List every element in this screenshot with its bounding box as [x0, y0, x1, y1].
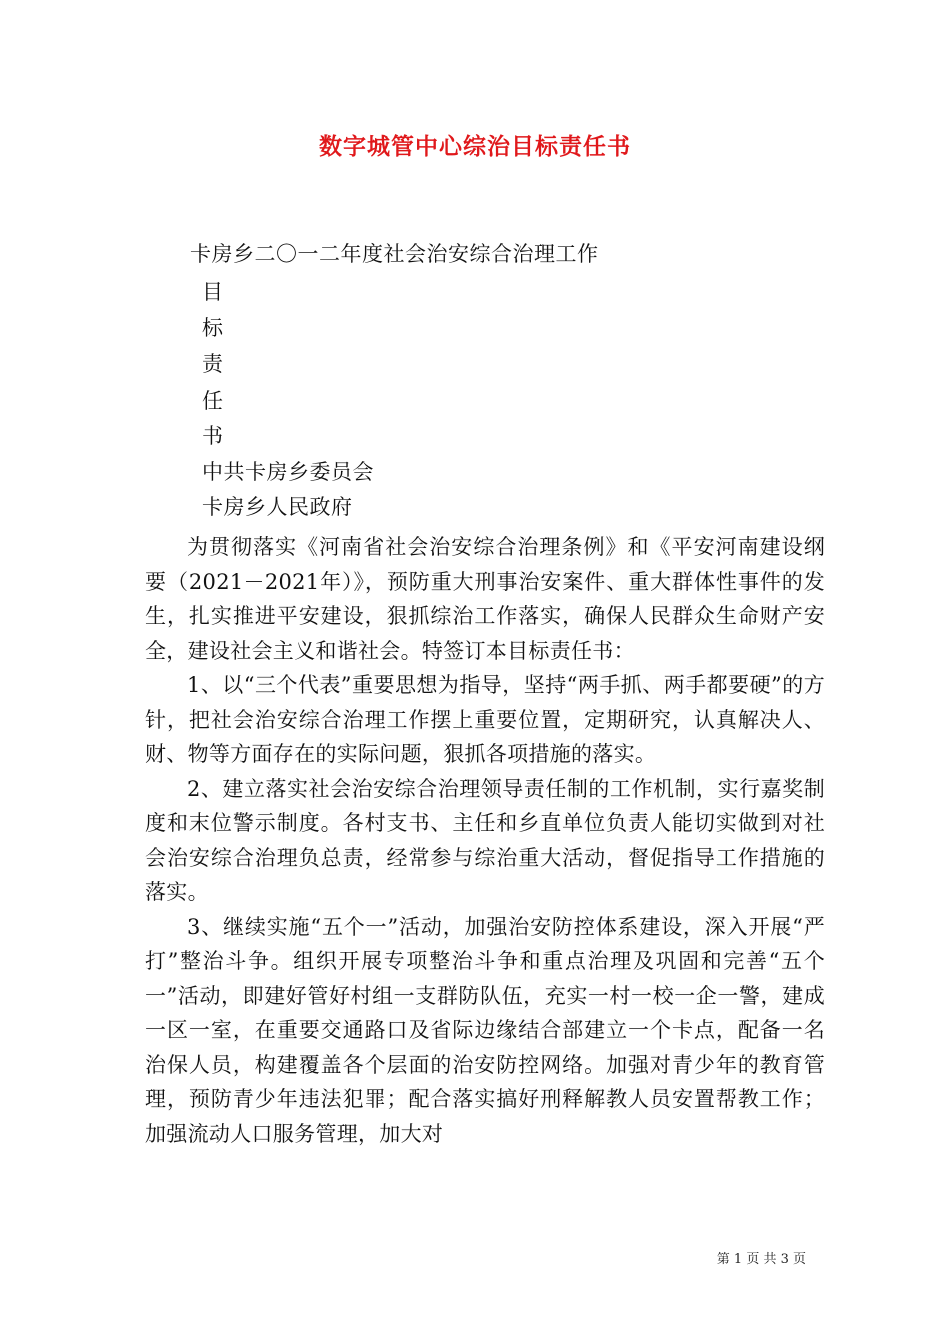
paragraph-item-3: 3、继续实施“五个一”活动，加强治安防控体系建设，深入开展“严打”整治斗争。组织开展专项整治斗争和重点治理及巩固和完善“五个一”活动，即建好管好村组一支群防队伍，充实一村一校一企一警，建成一区一室，在重要交通路口及省际边缘结合部建立一个卡点，配备一名治保人员，构建覆盖各个层面的治安防控网络。加强对青少年的教育管理，预防青少年违法犯罪；配合落实搞好刑释解教人员安置帮教工作；加强流动人口服务管理，加大对 — [145, 914, 825, 1146]
vertical-char: 目 — [202, 280, 224, 304]
vertical-char: 任 — [202, 389, 224, 413]
signatory-government: 卡房乡人民政府 — [202, 495, 353, 519]
vertical-char: 书 — [202, 424, 224, 448]
paragraph-intro: 为贯彻落实《河南省社会治安综合治理条例》和《平安河南建设纲要（2021－2021年）》，预防重大刑事治安案件、重大群体性事件的发生，扎实推进平安建设，狠抓综治工作落实，确保人民群众生命财产安全，建设社会主义和谐社会。特签订本目标责任书： — [145, 535, 825, 663]
page-number: 第 1 页 共 3 页 — [716, 1252, 806, 1267]
document-title: 数字城管中心综治目标责任书 — [319, 134, 631, 160]
body-text — [145, 530, 825, 1151]
heading-line: 卡房乡二〇一二年度社会治安综合治理工作 — [190, 242, 599, 266]
paragraph-item-1: 1、以“三个代表”重要思想为指导，坚持“两手抓、两手都要硬”的方针，把社会治安综合治理工作摆上重要位置，定期研究，认真解决人、财、物等方面存在的实际问题，狠抓各项措施的落实。 — [145, 673, 825, 766]
paragraph-item-2: 2、建立落实社会治安综合治理领导责任制的工作机制，实行嘉奖制度和末位警示制度。各村支书、主任和乡直单位负责人能切实做到对社会治安综合治理负总责，经常参与综治重大活动，督促指导工作措施的落实。 — [145, 776, 825, 904]
vertical-char: 标 — [202, 316, 224, 340]
signatory-party-committee: 中共卡房乡委员会 — [202, 460, 374, 484]
vertical-char: 责 — [202, 352, 224, 376]
